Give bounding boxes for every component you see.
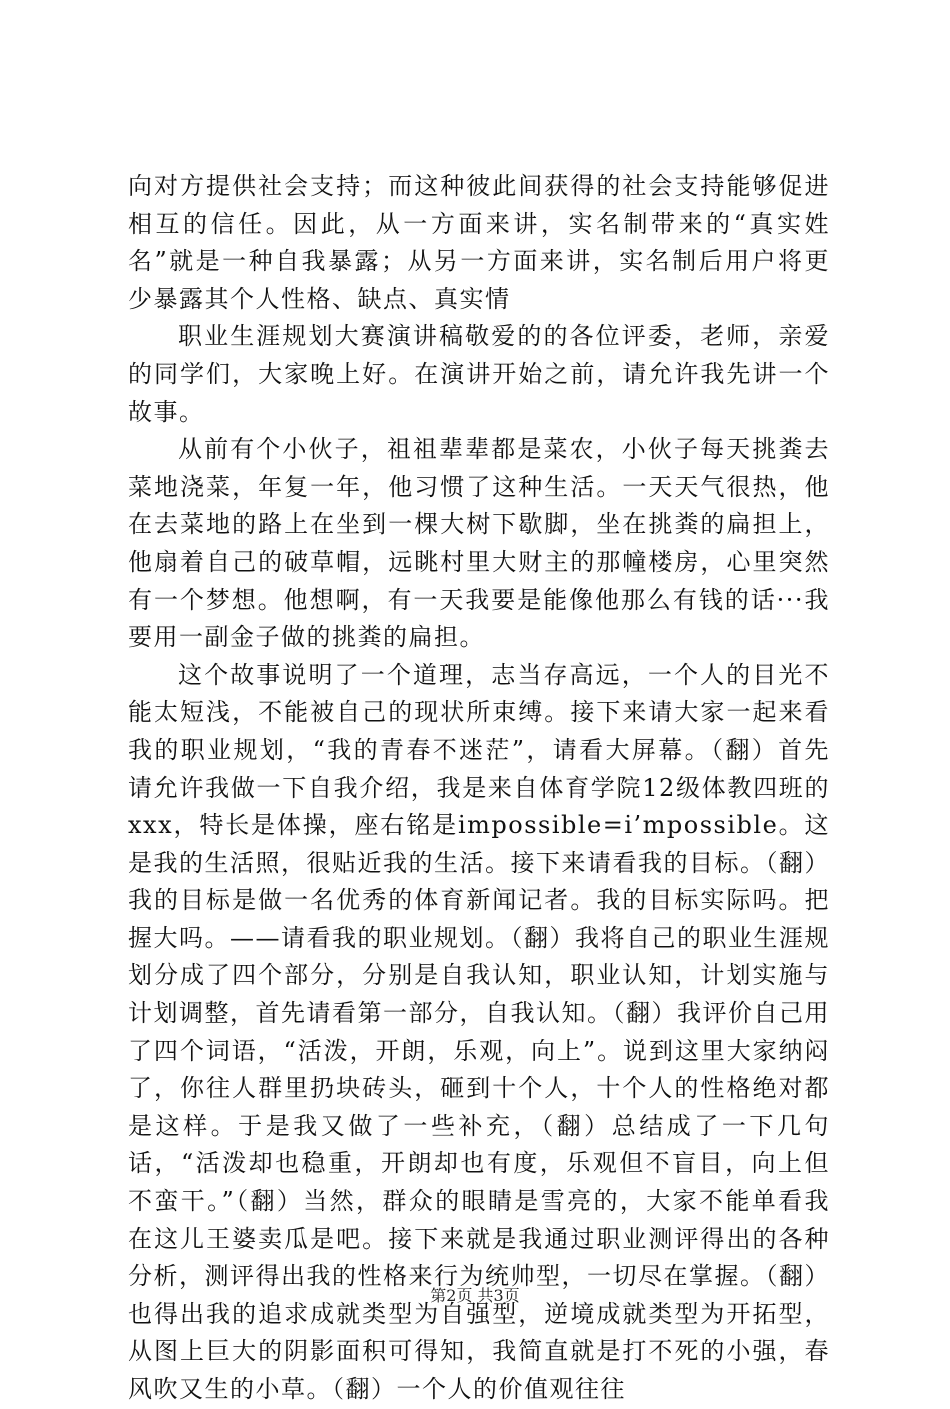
paragraph-continuation: 向对方提供社会支持；而这种彼此间获得的社会支持能够促进相互的信任。因此，从一方面来讲，实名制带来的“真实姓名”就是一种自我暴露；从另一方面来讲，实名制后用户将更少暴露其个人性格、缺点、真实情 [128, 172, 830, 313]
page-footer [0, 1286, 950, 1306]
document-body [128, 168, 830, 1409]
paragraph-career-plan: 这个故事说明了一个道理，志当存高远，一个人的目光不能太短浅，不能被自己的现状所束缚。接下来请大家一起来看我的职业规划，“我的青春不迷茫”，请看大屏幕。（翻）首先请允许我做一下自我介绍，我是来自体育学院12级体教四班的xxx，特长是体操，座右铭是impossible=i’mpossible。这是我的生活照，很贴近我的生活。接下来请看我的目标。（翻）我的目标是做一名优秀的体育新闻记者。我的目标实际吗。把握大吗。——请看我的职业规划。（翻）我将自己的职业生涯规划分成了四个部分，分别是自我认知，职业认知，计划实施与计划调整，首先请看第一部分，自我认知。（翻）我评价自己用了四个词语，“活泼，开朗，乐观，向上”。说到这里大家纳闷了，你往人群里扔块砖头，砸到十个人，十个人的性格绝对都是这样。于是我又做了一些补充，（翻）总结成了一下几句话，“活泼却也稳重，开朗却也有度，乐观但不盲目，向上但不蛮干。”（翻）当然，群众的眼睛是雪亮的，大家不能单看我在这儿王婆卖瓜是吧。接下来就是我通过职业测评得出的各种分析，测评得出我的性格来行为统帅型，一切尽在掌握。（翻）也得出我的追求成就类型为自强型，逆境成就类型为开拓型，从图上巨大的阴影面积可得知，我简直就是打不死的小强，春风吹又生的小草。（翻）一个人的价值观往往 [128, 660, 830, 1403]
paragraph-speech-opening: 职业生涯规划大赛演讲稿敬爱的的各位评委，老师，亲爱的同学们，大家晚上好。在演讲开始之前，请允许我先讲一个故事。 [128, 322, 830, 426]
page-number-label: 第2页 共3页 [430, 1286, 520, 1305]
paragraph-story: 从前有个小伙子，祖祖辈辈都是菜农，小伙子每天挑粪去菜地浇菜，年复一年，他习惯了这种生活。一天天气很热，他在去菜地的路上在坐到一棵大树下歇脚，坐在挑粪的扁担上，他扇着自己的破草帽，远眺村里大财主的那幢楼房，心里突然有一个梦想。他想啊，有一天我要是能像他那么有钱的话···我要用一副金子做的挑粪的扁担。 [128, 435, 830, 652]
